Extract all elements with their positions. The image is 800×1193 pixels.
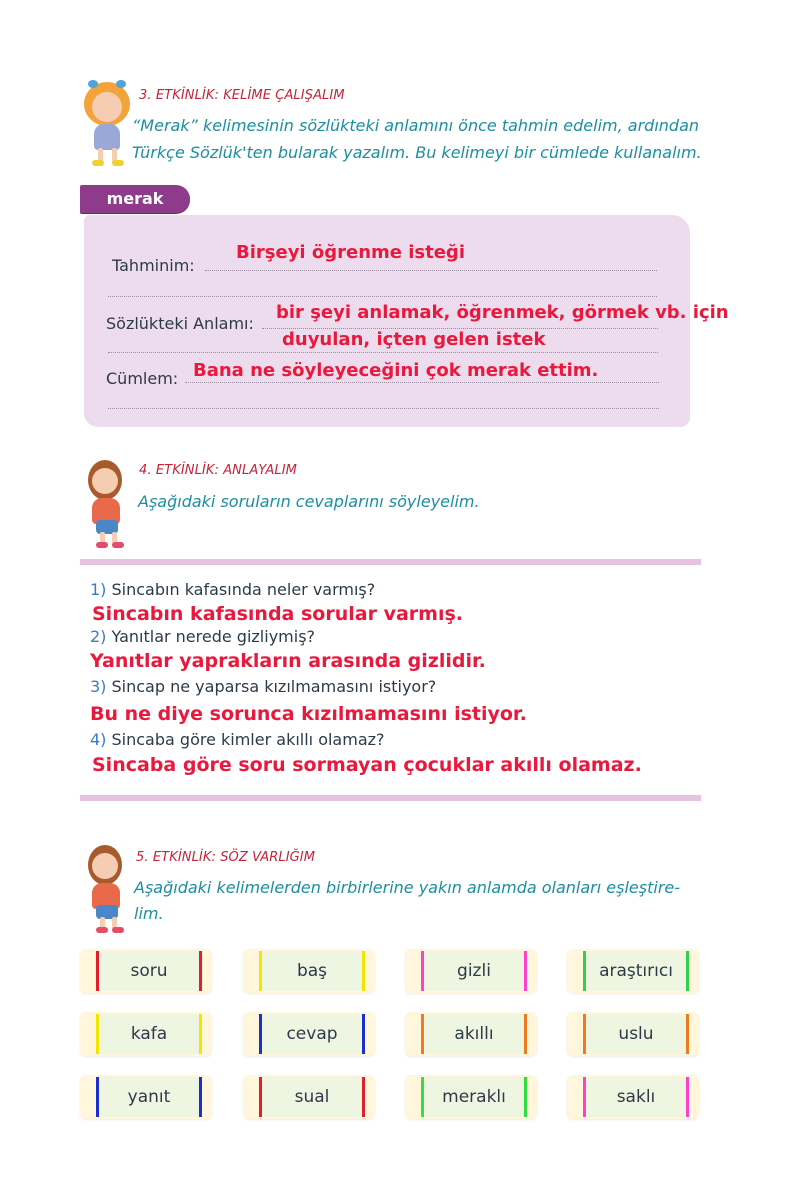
tahmin-label: Tahminim:	[112, 256, 195, 275]
word-card-label: soru	[96, 951, 202, 991]
activity-3-description-line2: Türkçe Sözlük'ten bularak yazalım. Bu kelimeyi bir cümlede kullanalım.	[132, 143, 702, 162]
blank-line-1	[108, 296, 657, 297]
word-card[interactable]	[567, 949, 699, 993]
word-tag-merak: merak	[80, 185, 190, 213]
cumlem-label: Cümlem:	[106, 369, 179, 388]
answer-2[interactable]: Yanıtlar yaprakların arasında gizlidir.	[90, 650, 486, 672]
word-card[interactable]	[405, 1075, 537, 1119]
question-3	[90, 677, 436, 696]
word-card-label: akıllı	[421, 1014, 527, 1054]
question-1	[90, 580, 375, 599]
question-1-text: Sincabın kafasında neler varmış?	[111, 580, 376, 599]
answer-3[interactable]: Bu ne diye sorunca kızılmamasını istiyor.	[90, 703, 527, 725]
blank-line-3	[108, 408, 659, 409]
word-card[interactable]	[243, 1075, 375, 1119]
word-card[interactable]	[80, 1075, 212, 1119]
question-2-text: Yanıtlar nerede gizliymiş?	[111, 627, 316, 646]
tahmin-answer[interactable]: Birşeyi öğrenme isteği	[236, 242, 465, 263]
word-card[interactable]	[243, 1012, 375, 1056]
sozluk-answer-line2[interactable]: duyulan, içten gelen istek	[282, 329, 546, 350]
word-card-label: meraklı	[421, 1077, 527, 1117]
blank-line-2	[108, 352, 658, 353]
word-card-label: cevap	[259, 1014, 365, 1054]
activity-3-description-line1: “Merak” kelimesinin sözlükteki anlamını önce tahmin edelim, ardından	[132, 116, 700, 135]
question-2-number: 2)	[90, 627, 107, 646]
cumlem-line	[185, 382, 659, 383]
word-card-label: yanıt	[96, 1077, 202, 1117]
divider-top	[80, 559, 701, 565]
question-4-number: 4)	[90, 730, 107, 749]
word-card-label: araştırıcı	[583, 951, 689, 991]
word-card[interactable]	[405, 949, 537, 993]
word-card[interactable]	[567, 1012, 699, 1056]
word-card-label: sual	[259, 1077, 365, 1117]
activity-4-description: Aşağıdaki soruların cevaplarını söyleyelim.	[138, 492, 480, 511]
girl-mascot-2	[82, 843, 132, 935]
question-3-number: 3)	[90, 677, 107, 696]
word-card[interactable]	[405, 1012, 537, 1056]
activity-5-description-line2: lim.	[134, 904, 164, 923]
question-2	[90, 627, 315, 646]
word-card-label: saklı	[583, 1077, 689, 1117]
activity-5-description-line1: Aşağıdaki kelimelerden birbirlerine yakın anlamda olanları eşleştire-	[134, 878, 681, 897]
question-4	[90, 730, 385, 749]
word-card[interactable]	[80, 1012, 212, 1056]
word-card-label: kafa	[96, 1014, 202, 1054]
answer-1[interactable]: Sincabın kafasında sorular varmış.	[92, 603, 463, 625]
word-card-label: gizli	[421, 951, 527, 991]
answer-4[interactable]: Sincaba göre soru sormayan çocuklar akıllı olamaz.	[92, 754, 642, 776]
divider-bottom	[80, 795, 701, 801]
activity-5-title: 5. ETKİNLİK: SÖZ VARLIĞIM	[136, 850, 316, 865]
word-card-label: uslu	[583, 1014, 689, 1054]
sozluk-label: Sözlükteki Anlamı:	[106, 314, 254, 333]
word-card[interactable]	[243, 949, 375, 993]
tahmin-line	[205, 270, 657, 271]
activity-3-title: 3. ETKİNLİK: KELİME ÇALIŞALIM	[139, 88, 345, 103]
word-card[interactable]	[567, 1075, 699, 1119]
question-3-text: Sincap ne yaparsa kızılmamasını istiyor?	[111, 677, 437, 696]
sozluk-answer-line1[interactable]: bir şeyi anlamak, öğrenmek, görmek vb. için	[276, 302, 729, 323]
question-1-number: 1)	[90, 580, 107, 599]
girl-mascot	[82, 458, 132, 550]
girl-mascot-curly	[80, 78, 135, 168]
cumlem-answer[interactable]: Bana ne söyleyeceğini çok merak ettim.	[193, 360, 599, 381]
word-card[interactable]	[80, 949, 212, 993]
activity-4-title: 4. ETKİNLİK: ANLAYALIM	[139, 463, 297, 478]
word-card-label: baş	[259, 951, 365, 991]
question-4-text: Sincaba göre kimler akıllı olamaz?	[111, 730, 385, 749]
